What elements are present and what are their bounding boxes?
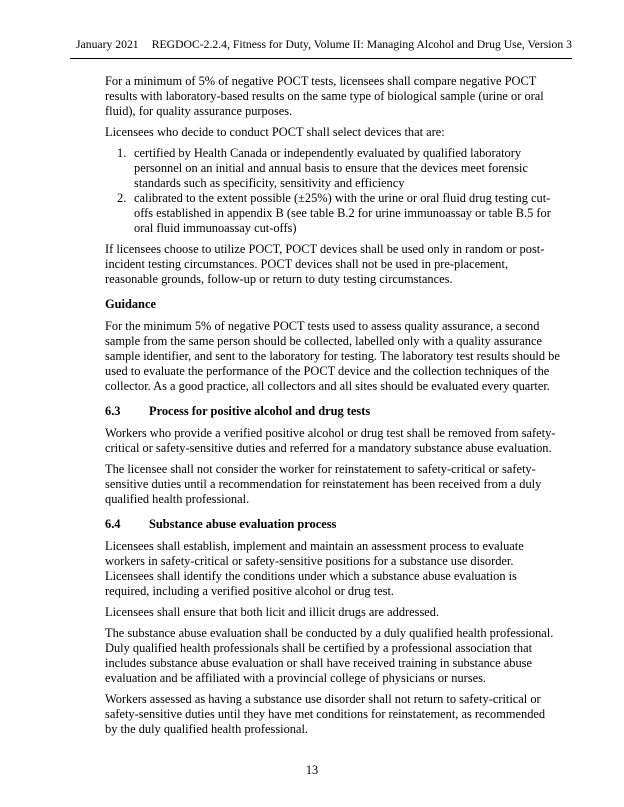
- paragraph-licit-illicit: Licensees shall ensure that both licit and illicit drugs are addressed.: [105, 605, 440, 619]
- list-item: [105, 146, 560, 191]
- page-number: 13: [305, 763, 319, 777]
- heading-guidance: Guidance: [105, 297, 156, 311]
- paragraph-evaluation-conducted: The substance abuse evaluation shall be conducted by a duly qualified health professional. Duly qualified health professionals shall be certified by a professional association that includes substance abuse evaluation or shall have received training in substance abuse evaluation and be affiliated with a provincial college of physicians or nurses.: [105, 626, 554, 685]
- section-heading-6-4: [105, 517, 560, 532]
- paragraph-select-devices: Licensees who decide to conduct POCT shall select devices that are:: [105, 125, 445, 139]
- list-item-text: calibrated to the extent possible (±25%) with the urine or oral fluid drug testing cut-offs established in appendix B (see table B.2 for urine immunoassay or table B.5 for oral fluid immunoassay cut-offs): [134, 191, 551, 235]
- paragraph-workers-removed: Workers who provide a verified positive alcohol or drug test shall be removed from safety-critical or safety-sensitive duties and referred for a mandatory substance abuse evaluation.: [105, 426, 556, 455]
- section-number: 6.4: [105, 517, 121, 531]
- document-body: [105, 74, 560, 737]
- page-footer: [0, 763, 624, 777]
- paragraph-reinstatement: The licensee shall not consider the worker for reinstatement to safety-critical or safety-sensitive duties until a recommendation for reinstatement has been received from a duly qualified health professional.: [105, 462, 542, 506]
- list-item: [105, 191, 560, 236]
- header-date: January 2021: [76, 38, 139, 51]
- section-number: 6.3: [105, 404, 121, 418]
- section-heading-6-3: [105, 404, 560, 419]
- list-item-number: 2.: [117, 191, 127, 205]
- section-title: Process for positive alcohol and drug tests: [149, 404, 371, 418]
- paragraph-quality-assurance: For a minimum of 5% of negative POCT tests, licensees shall compare negative POCT results with laboratory-based results on the same type of biological sample (urine or oral fluid), for quality assurance purposes.: [105, 74, 544, 118]
- ordered-list-device-criteria: [105, 146, 560, 236]
- paragraph-utilize-poct: If licensees choose to utilize POCT, POCT devices shall be used only in random or post-incident testing circumstances. POCT devices shall not be used in pre-placement, reasonable grounds, follow-up or return to duty testing circumstances.: [105, 242, 545, 286]
- list-item-number: 1.: [117, 146, 127, 160]
- paragraph-guidance: For the minimum 5% of negative POCT tests used to assess quality assurance, a second sample from the same person should be collected, labelled only with a quality assurance sample identifier, and sent to the laboratory for testing. The laboratory test results should be used to evaluate the performance of the POCT device and the collection techniques of the collector. As a good practice, all collectors and all sites should be evaluated every quarter.: [105, 319, 560, 393]
- section-title: Substance abuse evaluation process: [149, 517, 337, 531]
- list-item-text: certified by Health Canada or independently evaluated by qualified laboratory personnel on an initial and annual basis to ensure that the devices meet forensic standards such as specificity, sensitivity and efficiency: [134, 146, 528, 190]
- page-header: [70, 38, 572, 59]
- paragraph-establish-process: Licensees shall establish, implement and maintain an assessment process to evaluate workers in safety-critical or safety-sensitive positions for a substance use disorder. Licensees shall identify the conditions under which a substance abuse evaluation is required, including a verified positive alcohol or drug test.: [105, 539, 524, 598]
- paragraph-workers-assessed: Workers assessed as having a substance use disorder shall not return to safety-critical or safety-sensitive duties until they have met conditions for reinstatement, as recommended by the duly qualified health professional.: [105, 692, 546, 736]
- header-document-title: REGDOC-2.2.4, Fitness for Duty, Volume II: Managing Alcohol and Drug Use, Version 3: [151, 38, 572, 51]
